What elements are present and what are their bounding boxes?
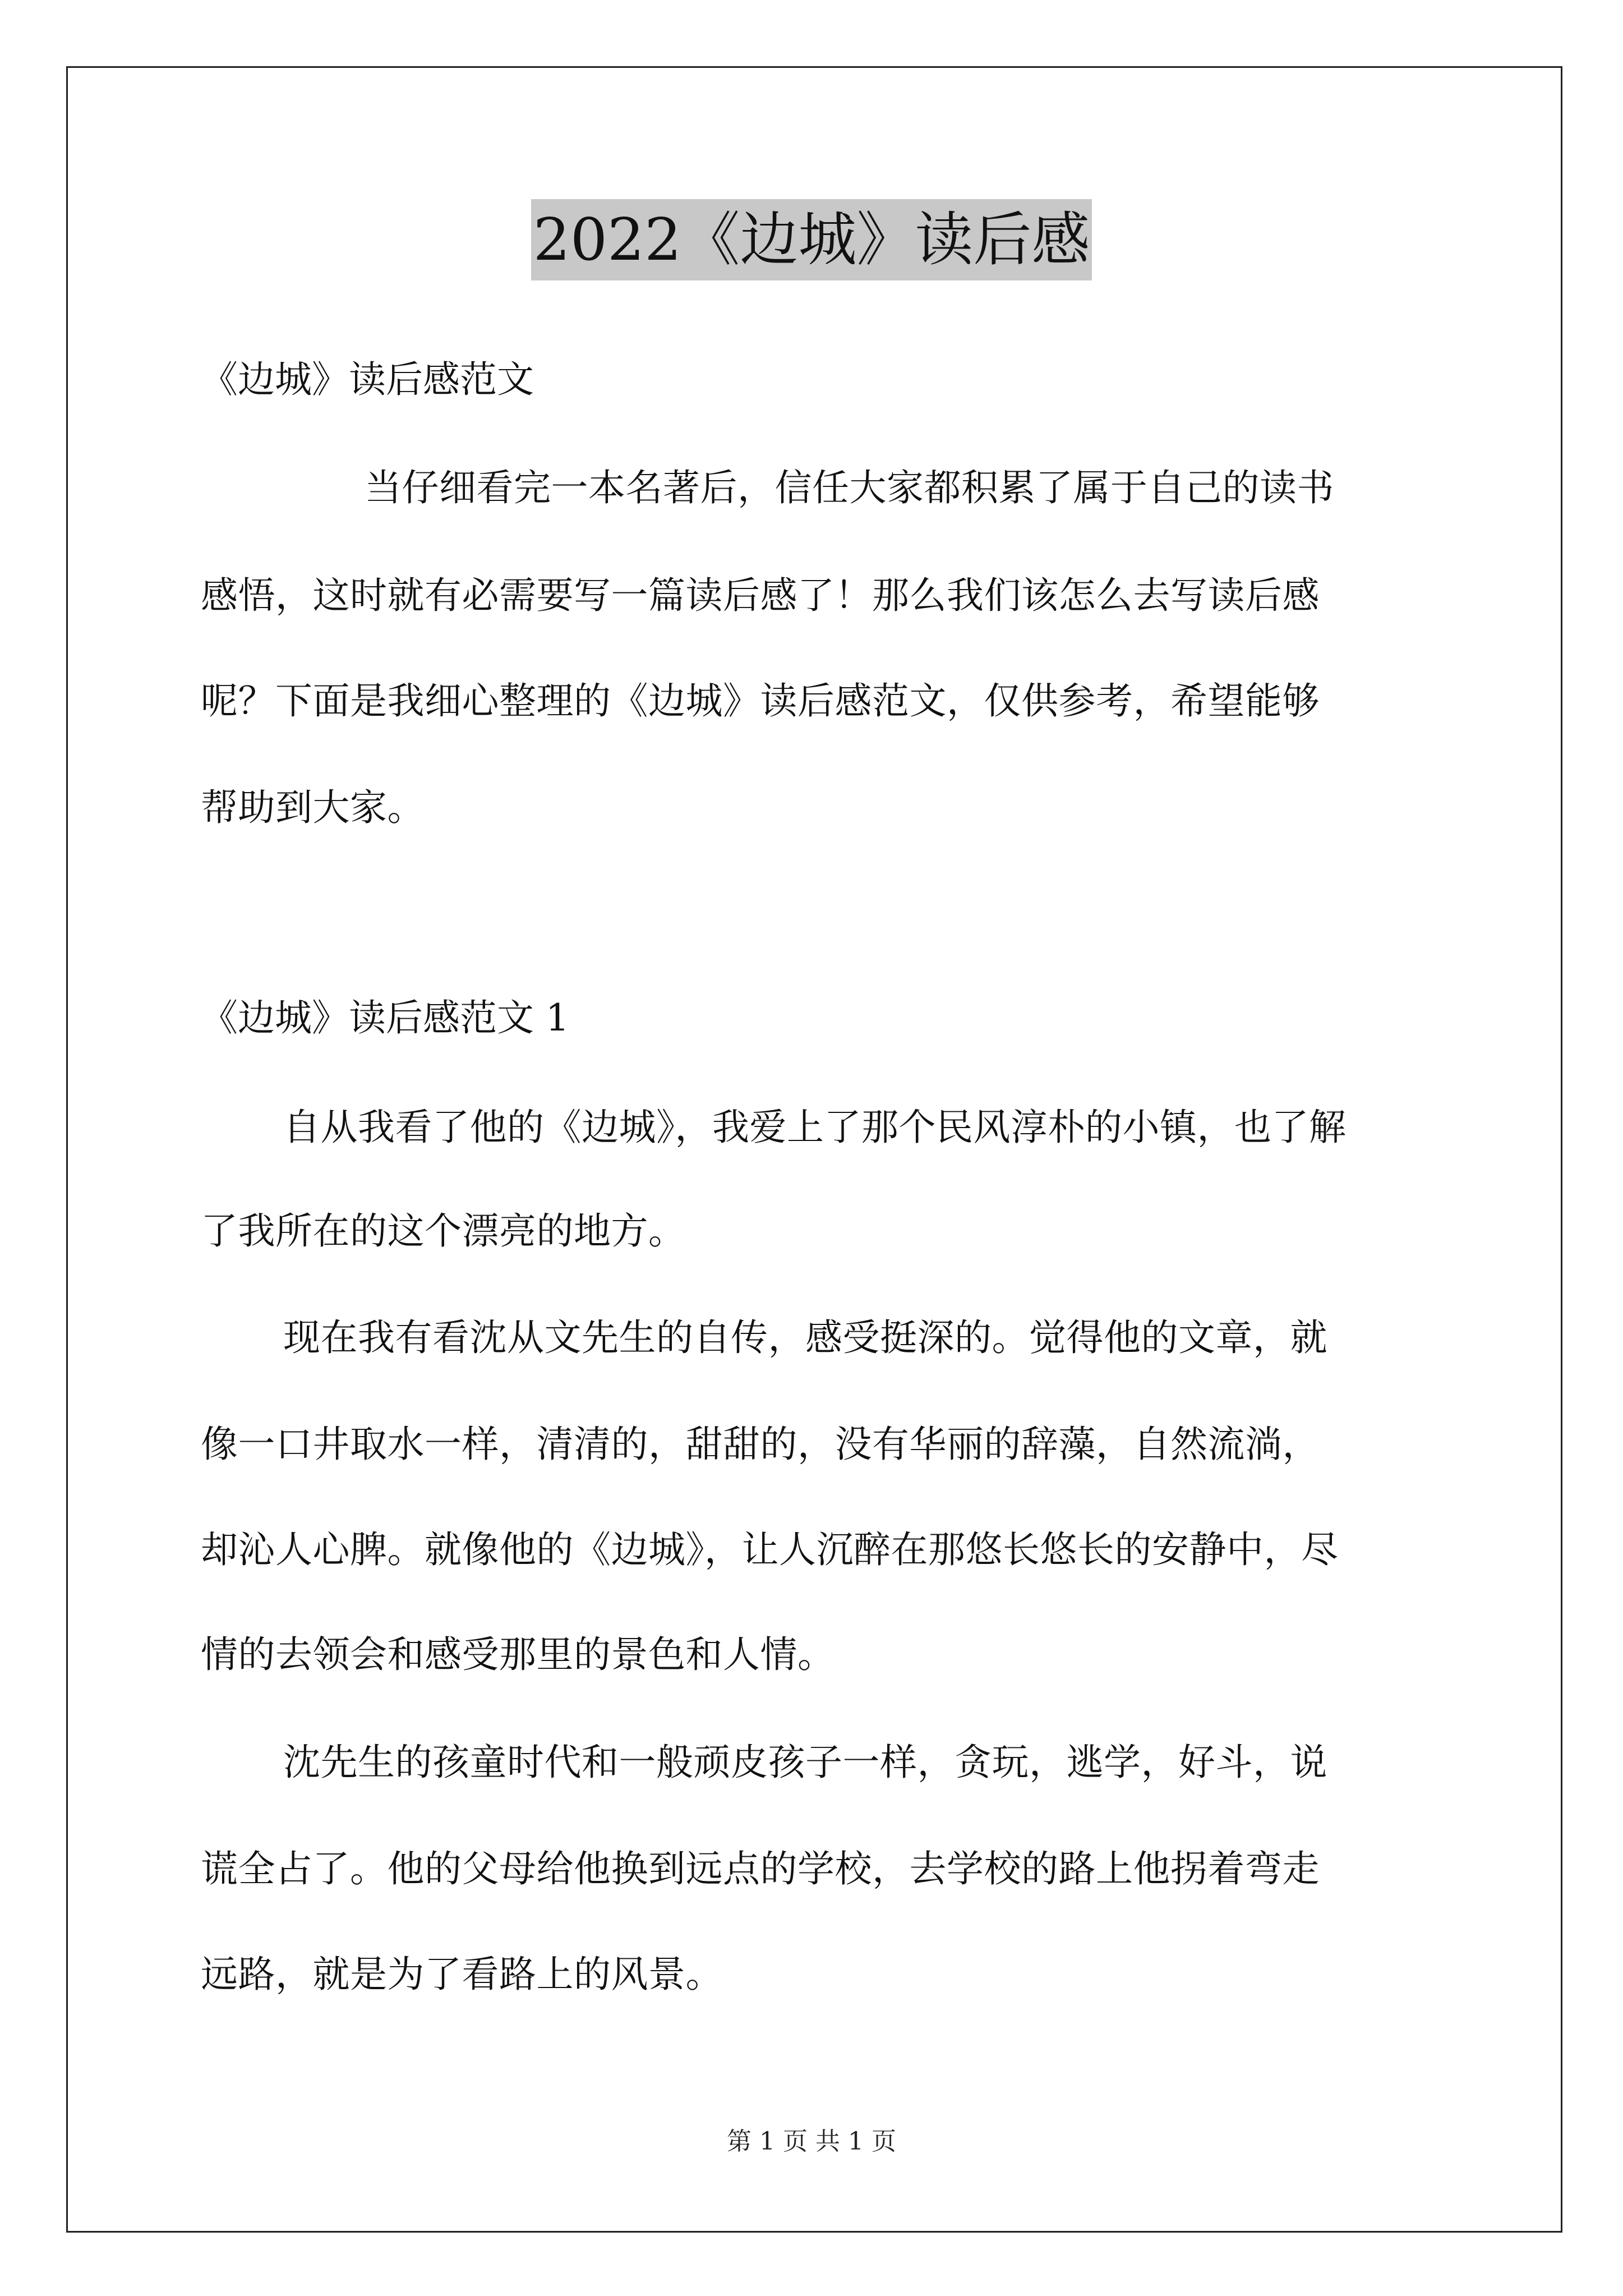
title-wrapper (0, 199, 1623, 280)
paragraph-line: 情的去领会和感受那里的景色和人情。 (201, 1633, 835, 1676)
paragraph-line: 却沁人心脾。就像他的《边城》，让人沉醉在那悠长悠长的安静中，尽 (201, 1528, 1339, 1571)
intro-line: 帮助到大家。 (201, 786, 425, 829)
section-heading: 《边城》读后感范文 1 (201, 996, 569, 1039)
paragraph-line: 像一口井取水一样，清清的，甜甜的，没有华丽的辞藻，自然流淌， (201, 1423, 1320, 1466)
intro-heading: 《边城》读后感范文 (201, 358, 534, 401)
paragraph-line: 了我所在的这个漂亮的地方。 (201, 1209, 686, 1253)
intro-line: 感悟，这时就有必需要写一篇读后感了！那么我们该怎么去写读后感 (201, 574, 1320, 617)
paragraph-line: 自从我看了他的《边城》，我爱上了那个民风淳朴的小镇，也了解 (283, 1106, 1347, 1149)
paragraph-line: 远路，就是为了看路上的风景。 (201, 1953, 723, 1996)
page-footer: 第 1 页 共 1 页 (727, 2127, 896, 2156)
paragraph-line: 沈先生的孩童时代和一般顽皮孩子一样，贪玩，逃学，好斗，说 (283, 1741, 1327, 1784)
intro-line: 呢？下面是我细心整理的《边城》读后感范文，仅供参考，希望能够 (201, 679, 1320, 723)
intro-line: 当仔细看完一本名著后，信任大家都积累了属于自己的读书 (365, 466, 1334, 509)
document-title: 2022《边城》读后感 (531, 199, 1092, 280)
paragraph-line: 现在我有看沈从文先生的自传，感受挺深的。觉得他的文章，就 (283, 1316, 1327, 1359)
paragraph-line: 谎全占了。他的父母给他换到远点的学校，去学校的路上他拐着弯走 (201, 1847, 1320, 1890)
